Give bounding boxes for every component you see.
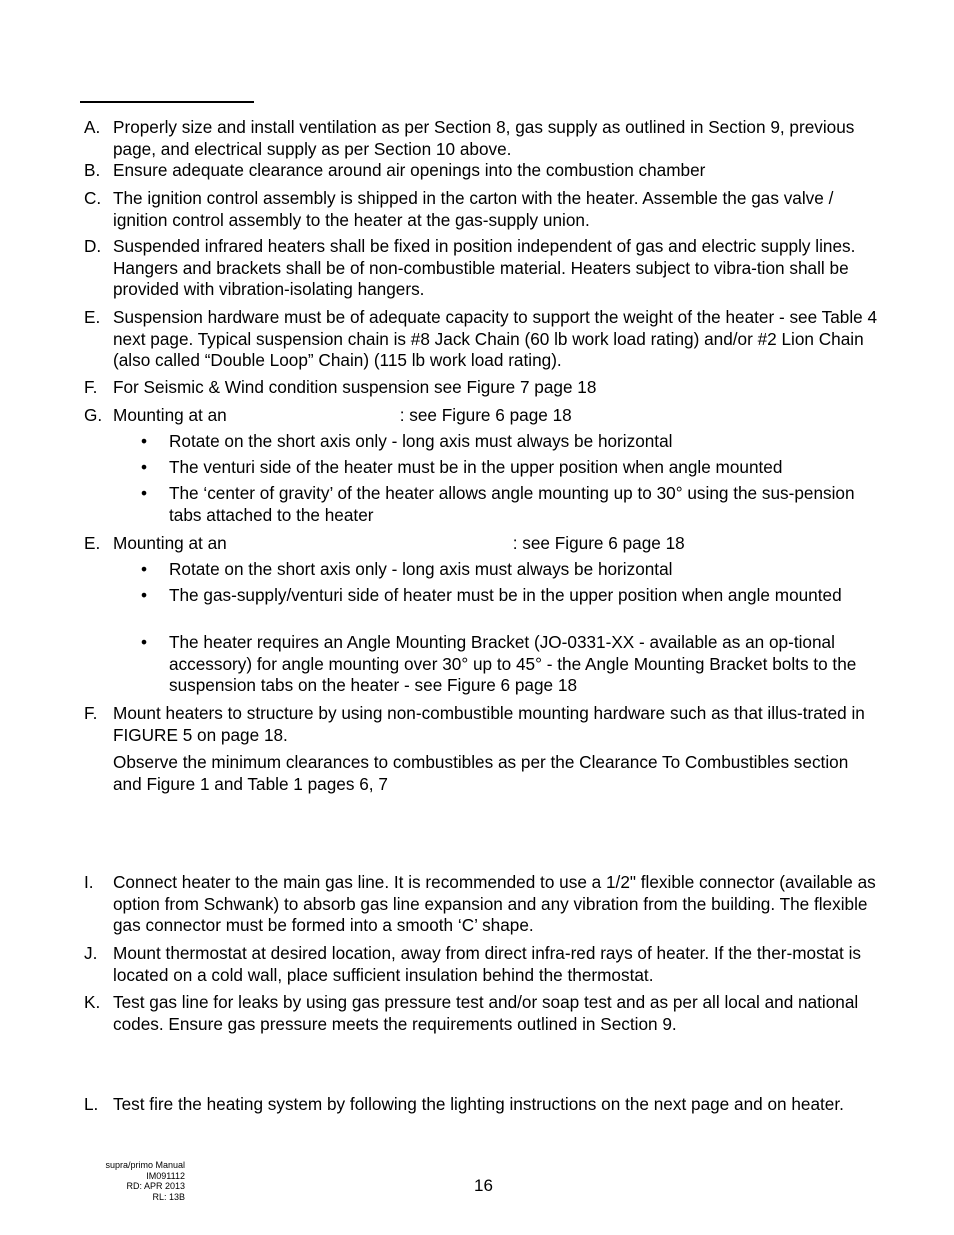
list-item-k [84,992,879,1035]
item-text: Mounting at an : see Figure 6 page 18 [113,533,685,553]
clearance-note: Observe the minimum clearances to combustibles as per the Clearance To Combustibles section and Figure 1 and Table 1 pages 6, 7 [113,752,849,794]
item-label: K. [84,992,101,1012]
bullet-item: • Rotate on the short axis only - long axis must always be horizontal [141,431,673,451]
list-item-d [84,236,879,301]
list-item-j [84,943,879,986]
item-label: A. [84,117,101,137]
item-label: D. [84,236,102,256]
revision-date: RD: APR 2013 [126,1181,185,1192]
manual-name: supra/primo Manual [105,1160,185,1170]
bullet-icon: • [141,431,148,451]
item-text: Suspension hardware must be of adequate capacity to support the weight of the heater - see Table 4 next page. Typical suspension chain is #8 Jack Chain (60 lb work load rating) and/or #2 Lion Chain (also called “Double Loop” Chain) (115 lb work load rating). [113,307,878,370]
bullet-icon: • [141,559,148,579]
revision-level: RL: 13B [152,1191,185,1202]
document-meta [90,1160,185,1202]
bullet-item: • The ‘center of gravity’ of the heater allows angle mounting up to 30° using the sus-pension tabs attached to the heater [141,483,855,525]
list-item-e2 [84,533,879,555]
item-text: The ignition control assembly is shipped in the carton with the heater. Assemble the gas valve / ignition control assembly to the heater at the gas-supply union. [113,188,834,230]
item-text: Properly size and install ventilation as per Section 8, gas supply as outlined in Section 9, previous page, and electrical supply as per Section 10 above. [113,117,855,159]
list-item-l [84,1094,879,1116]
item-text: Test fire the heating system by following the lighting instructions on the next page and on heater. [113,1094,844,1114]
item-label: I. [84,872,94,892]
list-item-f [84,377,879,399]
list-item-f2 [84,703,879,746]
bullet-item: • The heater requires an Angle Mounting Bracket (JO-0331-XX - available as an op-tional accessory) for angle mounting over 30° up to 45° - the Angle Mounting Bracket bolts to the suspension tabs on the heater - see Figure 6 page 18 [141,632,857,695]
list-item-b [84,160,879,182]
item-text: Mount heaters to structure by using non-combustible mounting hardware such as that illus-trated in FIGURE 5 on page 18. [113,703,865,745]
item-text: Mount thermostat at desired location, away from direct infra-red rays of heater. If the ther-mostat is located on a cold wall, place sufficient insulation behind the thermostat. [113,943,861,985]
bullet-icon: • [141,585,148,605]
bullet-item: • The venturi side of the heater must be in the upper position when angle mounted [141,457,783,477]
item-label: B. [84,160,101,180]
item-text: For Seismic & Wind condition suspension see Figure 7 page 18 [113,377,597,397]
list-item-i [84,872,879,937]
item-label: C. [84,188,102,208]
item-text: Mounting at an : see Figure 6 page 18 [113,405,572,425]
list-item-c [84,188,879,231]
bullet-icon: • [141,483,148,503]
item-text: Test gas line for leaks by using gas pressure test and/or soap test and as per all local and national codes. Ensure gas pressure meets the requirements outlined in Section 9. [113,992,859,1034]
page-number: 16 [474,1176,493,1195]
item-label: F. [84,703,98,723]
heading-underline [80,101,254,103]
item-text: Suspended infrared heaters shall be fixed in position independent of gas and electric supply lines. Hangers and brackets shall be of non-combustible material. Heaters subject to vibra-tion shall be provided with vibration-isolating hangers. [113,236,856,299]
document-id: IM091112 [146,1170,185,1181]
bullet-icon: • [141,632,148,652]
bullet-icon: • [141,457,148,477]
item-label: E. [84,533,101,553]
list-item-a [84,117,879,160]
item-text: Connect heater to the main gas line. It is recommended to use a 1/2" flexible connector (available as option from Schwank) to absorb gas line expansion and any vibration from the building. The flexible gas connector must be formed into a smooth ‘C’ shape. [113,872,876,935]
item-text: Ensure adequate clearance around air openings into the combustion chamber [113,160,706,180]
item-label: G. [84,405,103,425]
list-item-g [84,405,879,427]
item-label: E. [84,307,101,327]
bullet-item: • Rotate on the short axis only - long axis must always be horizontal [141,559,673,579]
list-item-e [84,307,879,372]
bullet-item: • The gas-supply/venturi side of heater must be in the upper position when angle mounted [141,585,842,605]
item-label: J. [84,943,98,963]
item-label: L. [84,1094,99,1114]
item-label: F. [84,377,98,397]
